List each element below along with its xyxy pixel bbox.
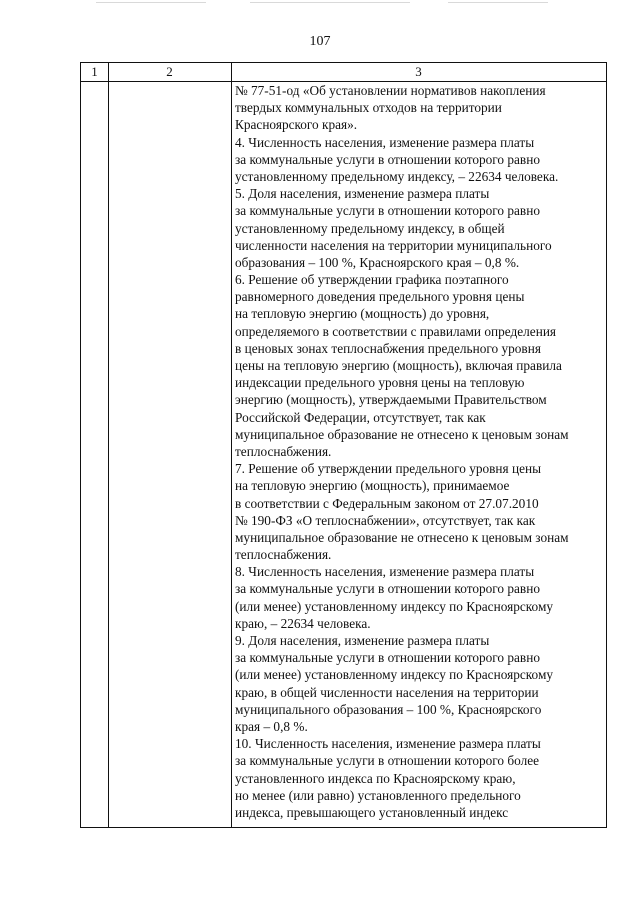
text-line: индекса, превышающего установленный индекс (235, 804, 509, 820)
text-line: № 77-51-од «Об установлении нормативов накопления (235, 83, 546, 98)
text-line: в соответствии с Федеральным законом от 27.07.2010 (235, 495, 539, 511)
page-number: 107 (309, 34, 331, 49)
text-line: на тепловую энергию (мощность) до уровня, (235, 306, 490, 322)
text-line: 5. Доля населения, изменение размера платы (235, 186, 490, 202)
text-line: за коммунальные услуги в отношении которого равно (235, 151, 540, 167)
text-line: численности населения на территории муниципального (235, 237, 552, 253)
text-line: индексации предельного уровня цены на тепловую (235, 375, 525, 391)
text-line: краю, в общей численности населения на территории (235, 684, 539, 700)
document-table (80, 62, 607, 828)
text-line: но менее (или равно) установленного предельного (235, 787, 521, 803)
table-header-row (81, 63, 606, 82)
text-line: твердых коммунальных отходов на территории (235, 100, 502, 116)
text-line: 6. Решение об утверждении графика поэтапного (235, 272, 509, 288)
text-line: за коммунальные услуги в отношении которого равно (235, 203, 540, 219)
text-line: за коммунальные услуги в отношении которого равно (235, 650, 540, 666)
scan-artifact-line (448, 2, 548, 3)
text-line: равномерного доведения предельного уровня цены (235, 289, 525, 305)
text-line: установленному предельному индексу, в общей (235, 220, 505, 236)
column-divider (231, 63, 232, 827)
text-line: в ценовых зонах теплоснабжения предельного уровня (235, 340, 541, 356)
text-line: 8. Численность населения, изменение размера платы (235, 564, 535, 580)
column-3-text (235, 82, 607, 821)
text-line: за коммунальные услуги в отношении которого равно (235, 581, 540, 597)
text-line: теплоснабжения. (235, 547, 332, 563)
text-line: Российской Федерации, отсутствует, так как (235, 409, 486, 425)
column-divider (108, 63, 109, 827)
column-header-3: 3 (415, 64, 422, 79)
text-line: 10. Численность населения, изменение размера платы (235, 736, 541, 752)
text-line: цены на тепловую энергию (мощность), включая правила (235, 358, 562, 373)
text-line: муниципальное образование не отнесено к ценовым зонам (235, 529, 569, 545)
text-line: 4. Численность населения, изменение размера платы (235, 134, 535, 150)
text-line: определяемого в соответствии с правилами определения (235, 323, 557, 339)
text-line: энергию (мощность), утверждаемыми Правительством (235, 392, 547, 408)
text-line: края – 0,8 %. (235, 718, 308, 734)
text-line: установленного индекса по Красноярскому краю, (235, 770, 516, 786)
column-header-2: 2 (166, 64, 173, 79)
scan-artifact-line (96, 2, 206, 3)
text-line: муниципальное образование не отнесено к ценовым зонам (235, 426, 569, 442)
text-line: на тепловую энергию (мощность), принимаемое (235, 478, 510, 494)
text-line: образования – 100 %, Красноярского края – 0,8 %. (235, 254, 520, 270)
column-header-1: 1 (91, 64, 98, 79)
text-line: Красноярского края». (235, 117, 358, 133)
text-line: краю, – 22634 человека. (235, 615, 371, 631)
text-line: теплоснабжения. (235, 443, 332, 459)
text-line: № 190-ФЗ «О теплоснабжении», отсутствует, так как (235, 512, 536, 528)
text-line: муниципального образования – 100 %, Красноярского (235, 701, 542, 717)
text-line: 7. Решение об утверждении предельного уровня цены (235, 461, 542, 477)
text-line: 9. Доля населения, изменение размера платы (235, 633, 490, 648)
text-line: за коммунальные услуги в отношении которого более (235, 753, 540, 769)
text-line: (или менее) установленному индексу по Красноярскому (235, 667, 554, 683)
text-line: установленному предельному индексу, – 22634 человека. (235, 168, 559, 184)
text-line: (или менее) установленному индексу по Красноярскому (235, 598, 554, 614)
scan-artifact-line (250, 2, 410, 3)
